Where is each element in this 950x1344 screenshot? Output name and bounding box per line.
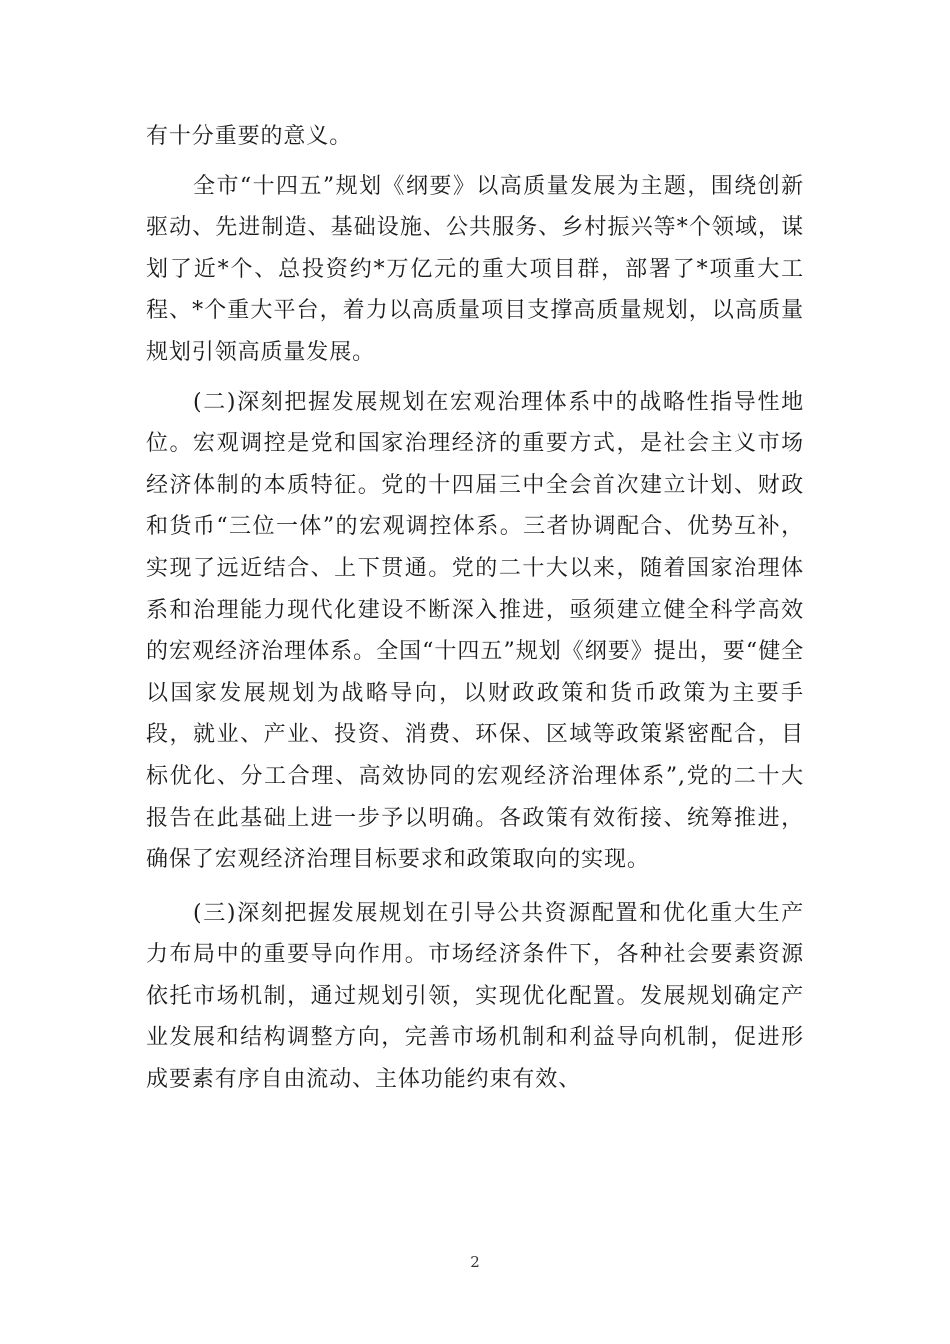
page-number: 2 [470, 1253, 480, 1271]
paragraph-section-three: (三)深刻把握发展规划在引导公共资源配置和优化重大生产力布局中的重要导向作用。市场经济条件下，各种社会要素资源依托市场机制，通过规划引领，实现优化配置。发展规划确定产业发展和结构调整方向，完善市场机制和利益导向机制，促进形成要素有序自由流动、主体功能约束有效、 [146, 900, 804, 1093]
paragraph-continuation: 有十分重要的意义。 [146, 124, 353, 149]
paragraph-city-plan: 全市“十四五”规划《纲要》以高质量发展为主题，围绕创新驱动、先进制造、基础设施、公共服务、乡村振兴等*个领域，谋划了近*个、总投资约*万亿元的重大项目群，部署了*项重大工程、*个重大平台，着力以高质量项目支撑高质量规划，以高质量规划引领高质量发展。 [146, 173, 804, 365]
paragraph-section-two: (二)深刻把握发展规划在宏观治理体系中的战略性指导性地位。宏观调控是党和国家治理经济的重要方式，是社会主义市场经济体制的本质特征。党的十四届三中全会首次建立计划、财政和货币“三位一体”的宏观调控体系。三者协调配合、优势互补，实现了远近结合、上下贯通。党的二十大以来，随着国家治理体系和治理能力现代化建设不断深入推进，亟须建立健全科学高效的宏观经济治理体系。全国“十四五”规划《纲要》提出，要“健全以国家发展规划为战略导向，以财政政策和货币政策为主要手段，就业、产业、投资、消费、环保、区域等政策紧密配合，目标优化、分工合理、高效协同的宏观经济治理体系”,党的二十大报告在此基础上进一步予以明确。各政策有效衔接、统筹推进，确保了宏观经济治理目标要求和政策取向的实现。 [146, 389, 804, 873]
document-body [146, 116, 804, 1101]
